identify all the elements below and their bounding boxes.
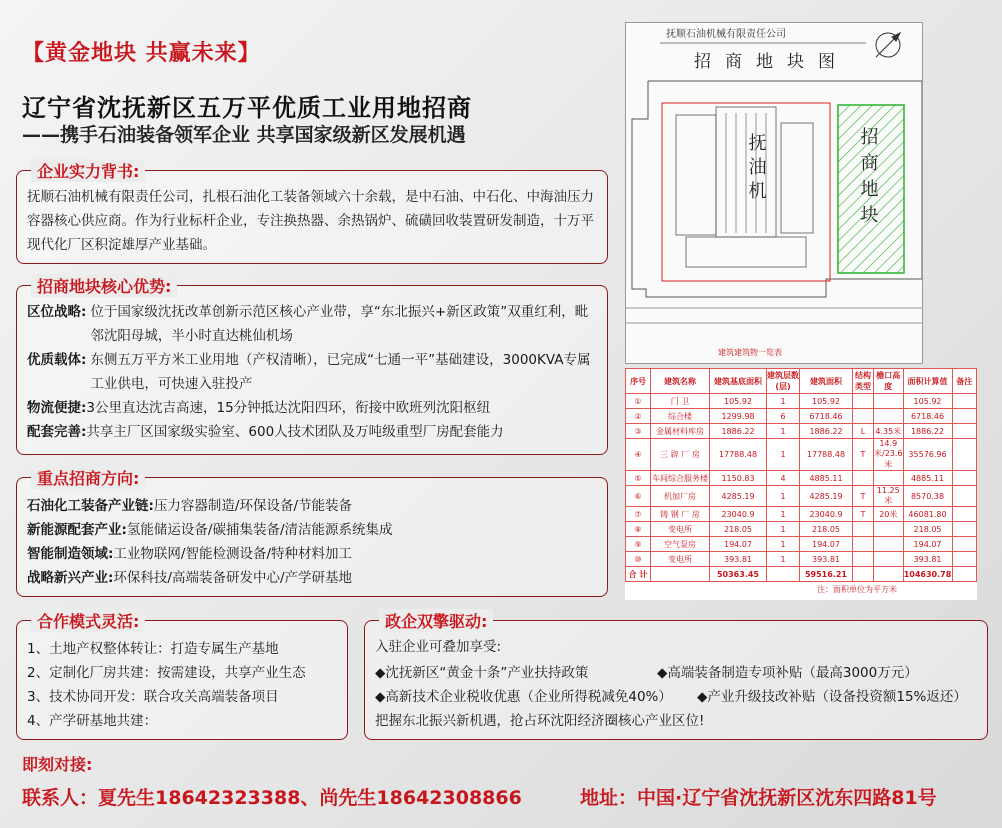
table-cell: 1886.22 (710, 424, 767, 439)
table-header-row (626, 369, 977, 394)
table-cell: 4 (767, 471, 800, 486)
table-cell: 1 (767, 486, 800, 507)
headline: 【黄金地块 共赢未来】 (22, 41, 261, 66)
table-cell: 23040.9 (710, 507, 767, 522)
map-plot-label: 招商地块 (857, 127, 879, 231)
map-company: 抚顺石油机械有限责任公司 (666, 29, 786, 40)
table-cell: 6718.46 (903, 409, 952, 424)
table-cell: 20米 (874, 507, 904, 522)
table-cell: 1 (767, 439, 800, 471)
map-title: 招商地块图 (694, 52, 849, 72)
table-cell (874, 522, 904, 537)
cooperation-item: 4、产学研基地共建： (27, 713, 158, 729)
cooperation-item: 1、土地产权整体转让：打造专属生产基地 (27, 641, 279, 657)
table-cell: 218.05 (903, 522, 952, 537)
table-cell: 1 (767, 424, 800, 439)
advantage-item (27, 420, 597, 444)
table-cell: 35576.96 (903, 439, 952, 471)
table-cell (952, 507, 976, 522)
table-cell: 1 (767, 537, 800, 552)
advantage-text: 共享主厂区国家级实验室、600人技术团队及万吨级重型厂房配套能力 (86, 424, 504, 440)
table-cell: 105.92 (710, 394, 767, 409)
table-cell: 50363.45 (710, 567, 767, 582)
table-cell: 1299.98 (710, 409, 767, 424)
advantage-label: 配套完善: (27, 424, 87, 440)
table-cell (874, 394, 904, 409)
table-cell: 194.07 (903, 537, 952, 552)
cooperation-section (16, 612, 348, 740)
table-row (626, 567, 977, 582)
table-cell: ⑤ (626, 471, 651, 486)
map-table-caption: 建筑建筑物一览表 (718, 348, 782, 357)
table-cell: 105.92 (800, 394, 853, 409)
table-cell (952, 522, 976, 537)
table-cell: 1 (767, 522, 800, 537)
address-info: 地址：中国·辽宁省沈抚新区沈东四路81号 (580, 787, 937, 809)
table-cell: ⑩ (626, 552, 651, 567)
table-cell: 车间综合服务楼 (651, 471, 710, 486)
table-cell (952, 486, 976, 507)
table-cell (853, 537, 874, 552)
table-header-cell: 建筑名称 (651, 369, 710, 394)
table-cell: 6 (767, 409, 800, 424)
policy-bullet-text: ◆高新技术企业税收优惠（企业所得税减免40%） (375, 689, 672, 705)
table-cell (853, 409, 874, 424)
table-cell (952, 567, 976, 582)
direction-label: 战略新兴产业: (27, 570, 114, 586)
table-cell: 4285.19 (710, 486, 767, 507)
table-cell: 218.05 (800, 522, 853, 537)
table-cell: 4885.11 (800, 471, 853, 486)
table-cell: 23040.9 (800, 507, 853, 522)
table-cell (767, 567, 800, 582)
table-header-cell: 序号 (626, 369, 651, 394)
table-cell: T (853, 486, 874, 507)
table-cell: 6718.46 (800, 409, 853, 424)
table-cell (952, 409, 976, 424)
cooperation-item: 2、定制化厂房共建：按需建设，共享产业生态 (27, 665, 306, 681)
table-cell: 46081.80 (903, 507, 952, 522)
strength-title: 企业实力背书: (31, 159, 145, 182)
table-cell: 194.07 (710, 537, 767, 552)
table-cell: ② (626, 409, 651, 424)
direction-item (27, 566, 597, 590)
table-cell (651, 567, 710, 582)
policy-bullet-text: ◆产业升级技改补贴（设备投资额15%返还） (697, 689, 967, 705)
advantage-item (27, 396, 597, 420)
table-cell: ⑥ (626, 486, 651, 507)
table-cell: 4885.11 (903, 471, 952, 486)
cooperation-item: 3、技术协同开发：联合攻关高端装备项目 (27, 689, 279, 705)
table-cell (952, 424, 976, 439)
table-row (626, 486, 977, 507)
table-row (626, 394, 977, 409)
page-title: 辽宁省沈抚新区五万平优质工业用地招商 (22, 94, 472, 122)
policy-bullet (375, 685, 695, 709)
table-row (626, 552, 977, 567)
table-cell (874, 552, 904, 567)
table-cell: 空气泵房 (651, 537, 710, 552)
table-cell (952, 394, 976, 409)
site-map (625, 22, 923, 364)
table-cell (874, 537, 904, 552)
table-cell: 机加厂房 (651, 486, 710, 507)
policy-section (364, 612, 988, 740)
direction-text: 环保科技/高端装备研发中心/产学研基地 (113, 570, 353, 586)
policy-closing: 把握东北振兴新机遇，抢占环沈阳经济圈核心产业区位! (375, 713, 705, 729)
policy-bullet (657, 661, 977, 685)
table-header-cell: 备注 (952, 369, 976, 394)
table-cell: ⑧ (626, 522, 651, 537)
page-subtitle: ——携手石油装备领军企业 共享国家级新区发展机遇 (22, 124, 466, 146)
table-cell (952, 537, 976, 552)
table-cell: 1 (767, 552, 800, 567)
building-table (625, 368, 977, 600)
direction-text: 压力容器制造/环保设备/节能装备 (153, 498, 353, 514)
table-header-cell: 建筑层数(层) (767, 369, 800, 394)
strength-section (16, 162, 608, 264)
table-cell (952, 439, 976, 471)
direction-item (27, 518, 597, 542)
table-cell: 218.05 (710, 522, 767, 537)
table-cell: 4285.19 (800, 486, 853, 507)
table-cell: ⑨ (626, 537, 651, 552)
advantages-title: 招商地块核心优势: (31, 274, 177, 297)
table-cell: 104630.78 (903, 567, 952, 582)
table-cell (874, 409, 904, 424)
table-cell: ③ (626, 424, 651, 439)
contact-info: 联系人：夏先生18642323388、尚先生18642308866 (22, 787, 522, 809)
table-header-cell: 建筑面积 (800, 369, 853, 394)
direction-label: 石油化工装备产业链: (27, 498, 154, 514)
table-note: 注：面积单位为平方米 (817, 585, 897, 594)
advantage-item (27, 348, 597, 396)
advantage-text: 3公里直达沈吉高速，15分钟抵达沈阳四环，衔接中欧班列沈阳枢纽 (86, 400, 491, 416)
table-cell: 8570.38 (903, 486, 952, 507)
table-cell: 393.81 (800, 552, 853, 567)
direction-label: 新能源配套产业: (27, 522, 127, 538)
table-row (626, 522, 977, 537)
table-cell (952, 552, 976, 567)
table-cell (952, 471, 976, 486)
table-cell: 金属材料库房 (651, 424, 710, 439)
cta-label: 即刻对接: (22, 755, 93, 774)
policy-bullet (697, 685, 977, 709)
table-row (626, 409, 977, 424)
directions-title: 重点招商方向: (31, 466, 145, 489)
table-header-cell: 建筑基底面积 (710, 369, 767, 394)
table-cell (853, 522, 874, 537)
table-cell: 14.9米/23.6米 (874, 439, 903, 469)
advantage-text: 位于国家级沈抚改革创新示范区核心产业带，享“东北振兴+新区政策”双重红利，毗邻沈阳母城，半小时直达桃仙机场 (90, 304, 589, 344)
table-cell: 105.92 (903, 394, 952, 409)
policy-bullet-text: ◆高端装备制造专项补贴（最高3000万元） (657, 665, 918, 681)
table-row (626, 507, 977, 522)
table-row (626, 471, 977, 486)
table-cell: ④ (626, 439, 651, 471)
table-cell: 1886.22 (903, 424, 952, 439)
table-cell (874, 567, 904, 582)
table-cell (853, 567, 874, 582)
policy-bullet-text: ◆沈抚新区“黄金十条”产业扶持政策 (375, 665, 589, 681)
table-cell: T (853, 439, 874, 471)
directions-section (16, 469, 608, 597)
table-cell: 4.35米 (874, 424, 904, 439)
direction-label: 智能制造领域: (27, 546, 114, 562)
advantage-label: 区位战略: (27, 304, 87, 320)
table-row (626, 537, 977, 552)
table-cell (853, 394, 874, 409)
table-header-cell: 面积计算值 (903, 369, 952, 394)
table-cell: 17788.48 (710, 439, 767, 471)
strength-body: 抚顺石油机械有限责任公司，扎根石油化工装备领域六十余载，是中石油、中石化、中海油压力容器核心供应商。作为行业标杆企业，专注换热器、余热锅炉、硫磺回收装置研发制造，十万平现代化厂区积淀雄厚产业基础。 (27, 189, 594, 253)
table-header-cell: 结构类型 (853, 369, 874, 394)
table-cell: 变电所 (651, 522, 710, 537)
map-plant-label: 抚油机 (745, 133, 767, 205)
table-cell (853, 471, 874, 486)
direction-text: 氢能储运设备/碳捕集装备/清洁能源系统集成 (126, 522, 393, 538)
table-cell: 三 辟 厂 房 (651, 439, 710, 471)
cooperation-title: 合作模式灵活: (31, 609, 145, 632)
table-cell: ⑦ (626, 507, 651, 522)
table-cell: 11.25米 (874, 486, 904, 507)
policy-intro: 入驻企业可叠加享受: (375, 639, 502, 655)
table-cell (853, 552, 874, 567)
direction-text: 工业物联网/智能检测设备/特种材料加工 (113, 546, 353, 562)
table-header-cell: 檐口高度 (874, 369, 904, 394)
advantage-item (27, 300, 597, 348)
site-map-drawing (626, 23, 922, 363)
table-row (626, 439, 977, 471)
table-cell: 1150.83 (710, 471, 767, 486)
table-cell: 1 (767, 507, 800, 522)
table-cell: T (853, 507, 874, 522)
policy-bullet (375, 661, 655, 685)
table-cell: 1886.22 (800, 424, 853, 439)
policy-title: 政企双擎驱动: (379, 609, 493, 632)
table-cell: ① (626, 394, 651, 409)
table-cell: 变电所 (651, 552, 710, 567)
advantage-label: 物流便捷: (27, 400, 87, 416)
table-row (626, 424, 977, 439)
table-cell: 393.81 (903, 552, 952, 567)
table-cell: 综合楼 (651, 409, 710, 424)
table-cell: 合 计 (626, 567, 651, 582)
advantages-section (16, 277, 608, 455)
advantage-label: 优质载体: (27, 352, 87, 368)
table-cell: 门 卫 (651, 394, 710, 409)
table-cell: L (853, 424, 874, 439)
direction-item (27, 542, 597, 566)
table-cell: 194.07 (800, 537, 853, 552)
table-cell: 铸 钢 厂 房 (651, 507, 710, 522)
table-cell: 1 (767, 394, 800, 409)
table-cell (874, 471, 904, 486)
table-cell: 393.81 (710, 552, 767, 567)
advantage-text: 东侧五万平方米工业用地（产权清晰），已完成“七通一平”基础建设，3000KVA专属工业供电，可快速入驻投产 (90, 352, 591, 392)
direction-item (27, 494, 597, 518)
table-cell: 17788.48 (800, 439, 853, 471)
table-cell: 59516.21 (800, 567, 853, 582)
